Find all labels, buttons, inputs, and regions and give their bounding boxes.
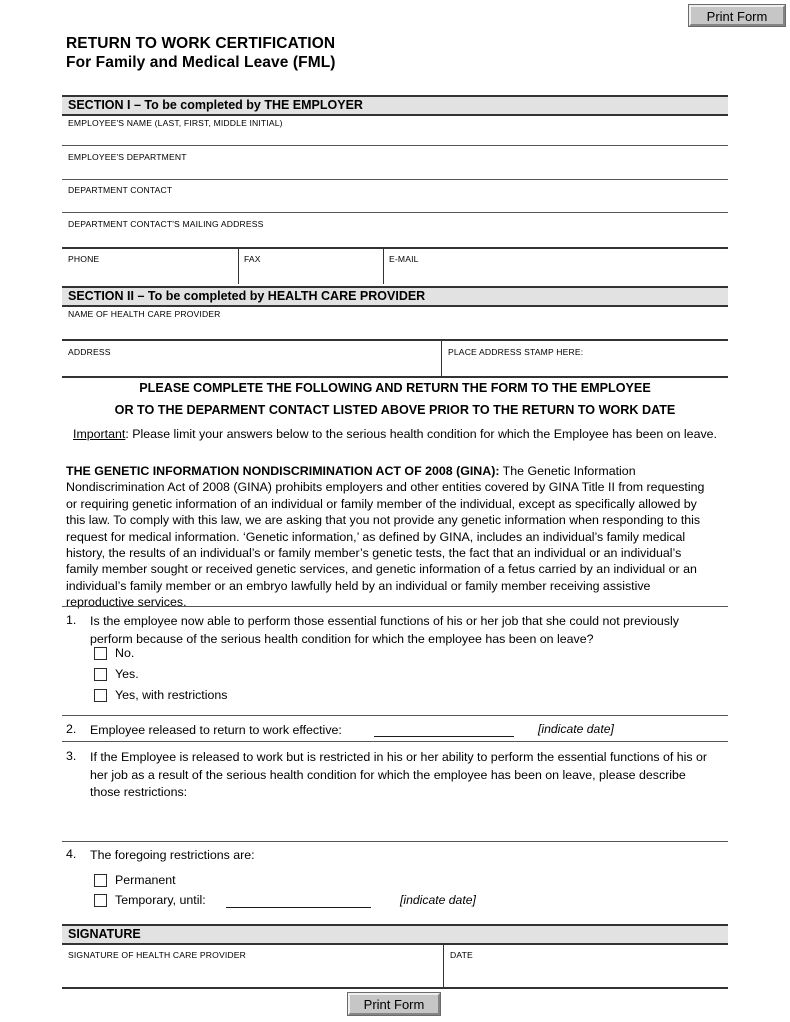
rule-department-contact xyxy=(62,212,728,213)
question-4-text: The foregoing restrictions are: xyxy=(90,848,255,862)
question-4-option-permanent[interactable] xyxy=(94,873,176,887)
rule-below-signature xyxy=(62,987,728,989)
label-address-stamp: PLACE ADDRESS STAMP HERE: xyxy=(448,347,584,357)
checkbox-yes-restrictions-label: Yes, with restrictions xyxy=(115,688,228,702)
checkbox-permanent-label: Permanent xyxy=(115,873,176,887)
question-1-number: 1. xyxy=(66,613,77,627)
instruction-line-2: OR TO THE DEPARMENT CONTACT LISTED ABOVE PRIOR TO THE RETURN TO WORK DATE xyxy=(114,403,676,417)
gina-body: The Genetic Information Nondiscrimination Act of 2008 (GINA) prohibits employers and other entities covered by GINA Title II from requesting or requiring genetic information of an individual or family member of the individual, except as specifically allowed by this law. To comply with this law, we are asking that you not provide any genetic information when responding to this request for medical information. ‘Genetic information,’ as defined by GINA, includes an individual’s family medical history, the results of an individual’s or family member’s genetic tests, the fact that an individual or an individual’s family member sought or received genetic services, and genetic information of a fetus carried by an individual or an individual’s family member or an embryo lawfully held by an individual or family member receiving assistive reproductive services. xyxy=(66,464,705,610)
label-employee-name: EMPLOYEE'S NAME (LAST, FIRST, MIDDLE INITIAL) xyxy=(68,118,283,128)
question-2-date-input-line[interactable] xyxy=(374,736,514,737)
rule-above-question-2 xyxy=(62,715,728,716)
rule-above-question-1 xyxy=(62,606,728,607)
question-3-number: 3. xyxy=(66,749,77,763)
label-address: ADDRESS xyxy=(68,347,111,357)
checkbox-permanent[interactable] xyxy=(94,874,107,887)
label-employee-department: EMPLOYEE'S DEPARTMENT xyxy=(68,152,187,162)
print-form-button-top[interactable]: Print Form xyxy=(689,5,785,26)
question-2-text: Employee released to return to work effective: xyxy=(90,723,342,737)
label-department-contact-mailing-address: DEPARTMENT CONTACT'S MAILING ADDRESS xyxy=(68,219,264,229)
rule-employee-name xyxy=(62,145,728,146)
question-3-text: If the Employee is released to work but is restricted in his or her ability to perform the essential functions of his or her job as a result of the serious health condition for which the employee has been on leave, please describe those restrictions: xyxy=(90,750,708,799)
divider-address-stamp xyxy=(441,341,442,376)
checkbox-temporary-label: Temporary, until: xyxy=(115,893,206,907)
print-form-button-bottom[interactable]: Print Form xyxy=(348,993,440,1015)
checkbox-no[interactable] xyxy=(94,647,107,660)
checkbox-no-label: No. xyxy=(115,646,135,660)
label-provider-name: NAME OF HEALTH CARE PROVIDER xyxy=(68,309,221,319)
question-1-option-no[interactable] xyxy=(94,646,134,660)
question-2-number: 2. xyxy=(66,722,77,736)
rule-provider-name xyxy=(62,339,728,341)
question-2-date-note: [indicate date] xyxy=(538,722,614,736)
rule-address-stamp xyxy=(62,376,728,378)
important-label: Important xyxy=(73,427,126,441)
label-email: E-MAIL xyxy=(389,254,419,264)
label-signature-date: DATE xyxy=(450,950,473,960)
title-line-2: For Family and Medical Leave (FML) xyxy=(66,54,336,71)
important-note xyxy=(62,426,728,443)
question-4-date-note: [indicate date] xyxy=(400,893,476,907)
instruction-line-1: PLEASE COMPLETE THE FOLLOWING AND RETURN THE FORM TO THE EMPLOYEE xyxy=(139,381,651,395)
rule-employee-department xyxy=(62,179,728,180)
label-department-contact: DEPARTMENT CONTACT xyxy=(68,185,173,195)
question-1-text: Is the employee now able to perform those essential functions of his or her job that she could not previously perform because of the serious health condition for which the employee has been on leave? xyxy=(90,614,679,646)
signature-header xyxy=(62,924,728,945)
label-phone: PHONE xyxy=(68,254,100,264)
label-signature-provider: SIGNATURE OF HEALTH CARE PROVIDER xyxy=(68,950,246,960)
section-1-header xyxy=(62,95,728,116)
divider-phone-fax xyxy=(238,249,239,284)
divider-signature-date xyxy=(443,945,444,987)
gina-paragraph xyxy=(66,463,711,611)
important-text: : Please limit your answers below to the serious health condition for which the Employee has been on leave. xyxy=(125,427,717,441)
signature-header-label: SIGNATURE xyxy=(68,927,141,941)
question-4-number: 4. xyxy=(66,847,77,861)
rule-mailing-address xyxy=(62,247,728,249)
section-2-header xyxy=(62,286,728,307)
checkbox-temporary[interactable] xyxy=(94,894,107,907)
checkbox-yes[interactable] xyxy=(94,668,107,681)
checkbox-yes-restrictions[interactable] xyxy=(94,689,107,702)
gina-heading: THE GENETIC INFORMATION NONDISCRIMINATION ACT OF 2008 (GINA): xyxy=(66,464,500,478)
rule-above-question-4 xyxy=(62,841,728,842)
divider-fax-email xyxy=(383,249,384,284)
question-4-date-input-line[interactable] xyxy=(226,907,371,908)
question-1-option-yes-with-restrictions[interactable] xyxy=(94,688,227,702)
rule-above-question-3 xyxy=(62,741,728,742)
question-4-option-temporary[interactable] xyxy=(94,893,206,907)
page-title xyxy=(66,34,666,72)
section-1-header-label: SECTION I – To be completed by THE EMPLOYER xyxy=(68,98,363,112)
question-1-option-yes[interactable] xyxy=(94,667,139,681)
label-fax: FAX xyxy=(244,254,261,264)
title-line-1: RETURN TO WORK CERTIFICATION xyxy=(66,35,336,52)
checkbox-yes-label: Yes. xyxy=(115,667,139,681)
section-2-header-label: SECTION II – To be completed by HEALTH CARE PROVIDER xyxy=(68,289,426,303)
